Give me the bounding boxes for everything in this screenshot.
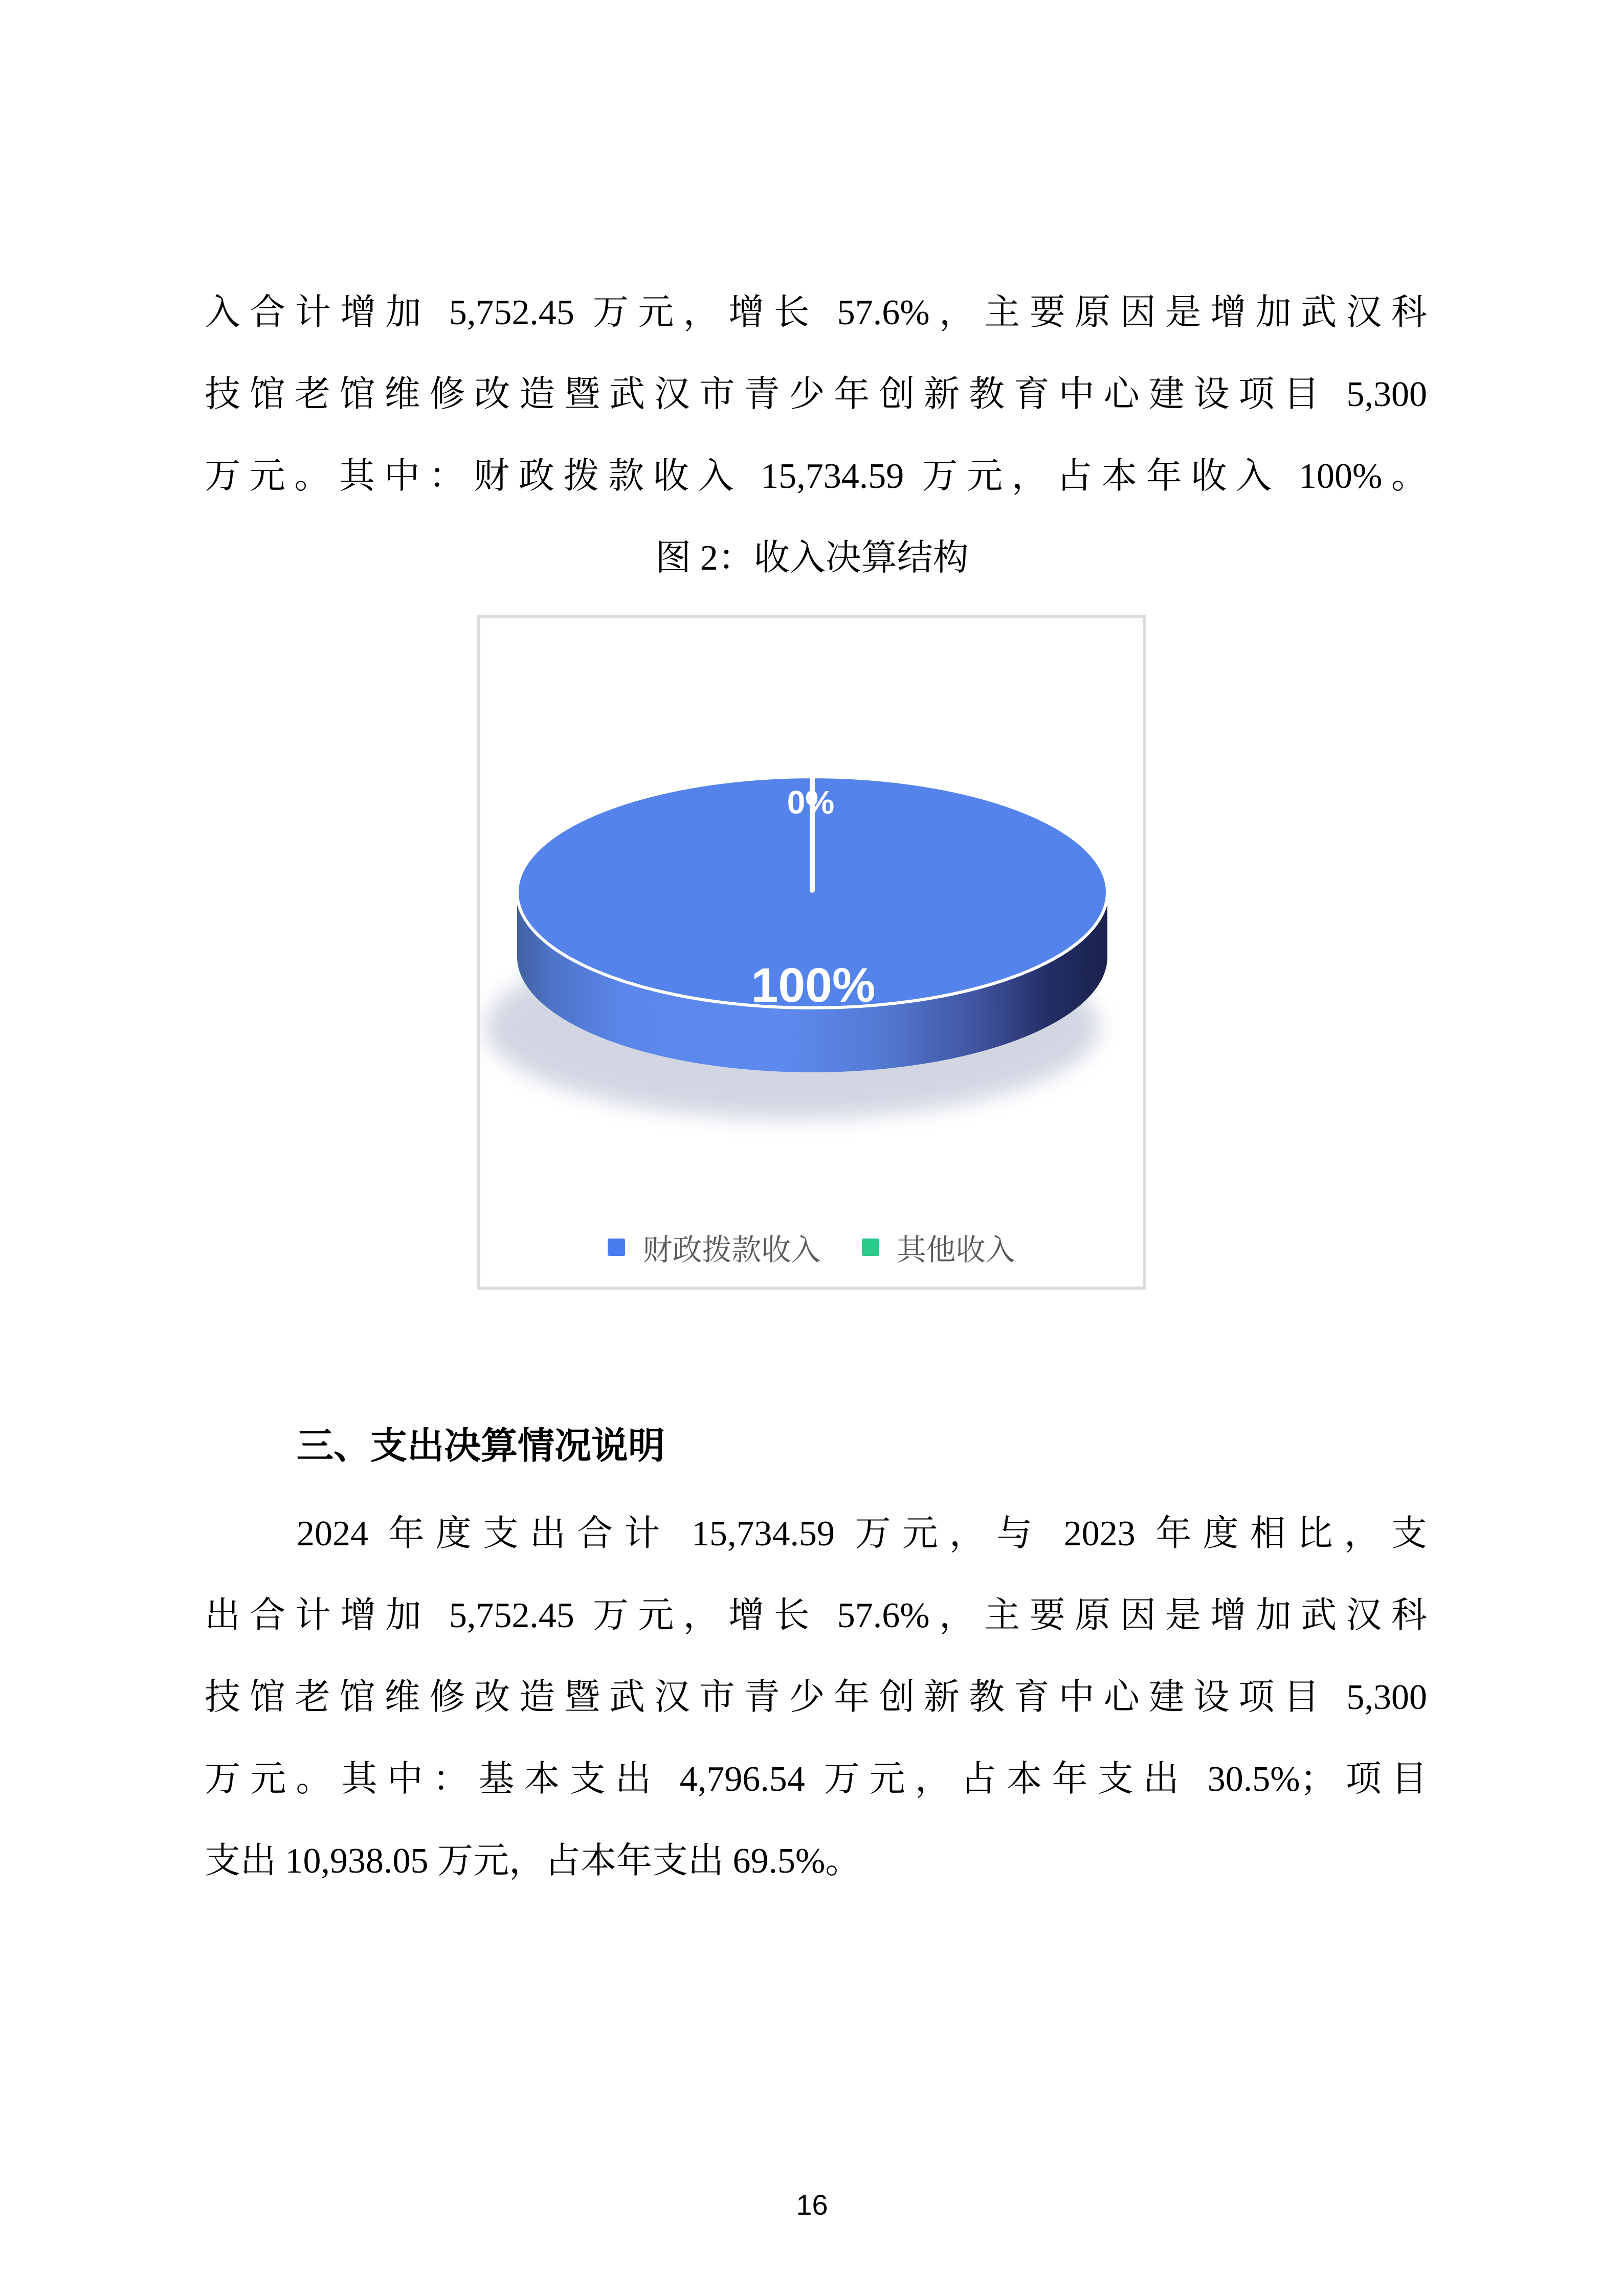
paragraph-line: 万元。其中：基本支出 4,796.54 万元，占本年支出 30.5%；项目 [205,1760,1427,1799]
expenditure-paragraph [205,1493,1427,1902]
figure-caption: 图 2：收入决算结构 [655,538,969,578]
paragraph-line: 技馆老馆维修改造暨武汉市青少年创新教育中心建设项目 5,300 [205,375,1427,414]
legend-label: 财政拨款收入 [642,1233,821,1267]
income-paragraph [205,272,1427,517]
data-label-fiscal-income: 100% [751,958,876,1012]
paragraph-line: 万元。其中：财政拨款收入 15,734.59 万元，占本年收入 100%。 [205,457,1427,496]
legend-item-other [862,1226,1015,1269]
paragraph-line: 出合计增加 5,752.45 万元，增长 57.6%，主要原因是增加武汉科 [205,1596,1427,1635]
legend-swatch-green-icon [862,1239,879,1256]
legend-item-fiscal [608,1226,820,1269]
page-number: 16 [796,2189,828,2221]
legend-label: 其他收入 [896,1233,1015,1267]
pie-chart-3d [480,618,1143,1287]
paragraph-line: 2024 年度支出合计 15,734.59 万元，与 2023 年度相比，支 [297,1514,1427,1554]
pie-chart-frame [477,615,1146,1290]
section-heading: 三、支出决算情况说明 [297,1426,665,1467]
paragraph-line: 技馆老馆维修改造暨武汉市青少年创新教育中心建设项目 5,300 [205,1678,1427,1717]
legend-swatch-blue-icon [608,1239,625,1256]
paragraph-line: 入合计增加 5,752.45 万元，增长 57.6%，主要原因是增加武汉科 [205,293,1427,332]
chart-legend [480,1229,1143,1265]
paragraph-line: 支出 10,938.05 万元，占本年支出 69.5%。 [205,1841,861,1881]
data-label-other-income: 0% [787,784,835,821]
